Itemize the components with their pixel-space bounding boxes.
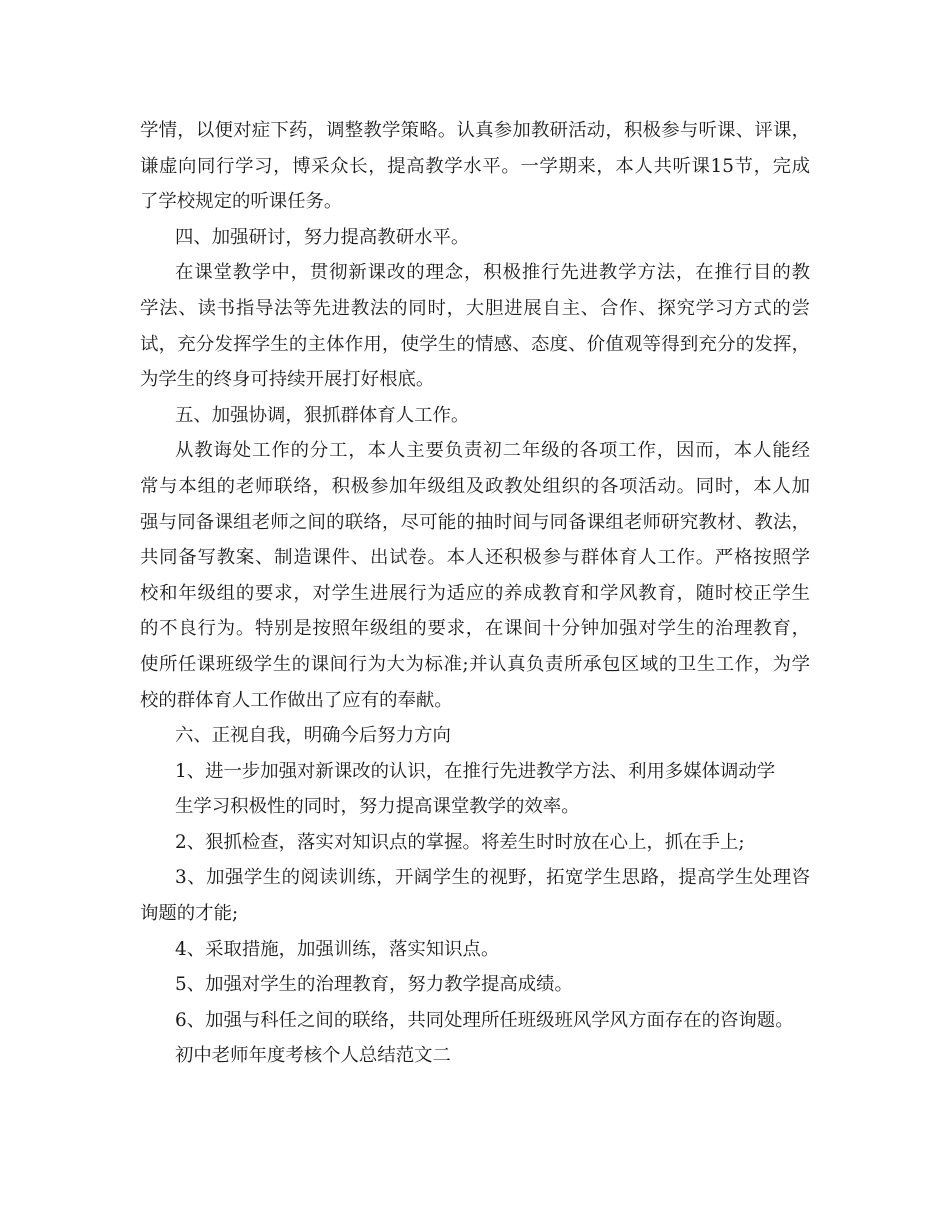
list-item-continuation: 询题的才能;	[140, 903, 239, 925]
list-item: 1、进一步加强对新课改的认识，在推行先进教学方法、利用多媒体调动学	[175, 760, 776, 782]
list-item: 6、加强与科任之间的联络，共同处理所任班级班风学风方面存在的咨询题。	[175, 1009, 794, 1031]
section-heading: 四、加强研讨，努力提高教研水平。	[175, 226, 470, 248]
text-line: 试，充分发挥学生的主体作用，使学生的情感、态度、价值观等得到充分的发挥，	[140, 333, 810, 355]
text-line: 校的群体育人工作做出了应有的奉献。	[140, 689, 453, 711]
text-line: 为学生的终身可持续开展打好根底。	[140, 369, 435, 391]
list-item: 3、加强学生的阅读训练，开阔学生的视野，拓宽学生思路，提高学生处理咨	[175, 867, 810, 889]
text-line: 学情，以便对症下药，调整教学策略。认真参加教研活动，积极参与听课、评课，	[140, 120, 810, 141]
list-item: 5、加强对学生的治理教育，努力教学提高成绩。	[175, 974, 573, 996]
text-line: 了学校规定的听课任务。	[140, 191, 343, 213]
text-line: 校和年级组的要求，对学生进展行为适应的养成教育和学风教育，随时校正学生	[140, 582, 810, 604]
list-item: 4、采取措施，加强训练，落实知识点。	[175, 938, 500, 960]
text-line: 常与本组的老师联络，积极参加年级组及政教处组织的各项活动。同时，本人加	[140, 475, 810, 497]
text-line: 的不良行为。特别是按照年级组的要求，在课间十分钟加强对学生的治理教育，	[140, 618, 810, 640]
text-line: 强与同备课组老师之间的联络，尽可能的抽时间与同备课组老师研究教材、教法，	[140, 511, 810, 533]
text-line: 共同备写教案、制造课件、出试卷。本人还积极参与群体育人工作。严格按照学	[140, 547, 810, 569]
document-body	[140, 113, 810, 1074]
list-item-continuation: 生学习积极性的同时，努力提高课堂教学的效率。	[175, 796, 580, 818]
text-line: 学法、读书指导法等先进教法的同时，大胆进展自主、合作、探究学习方式的尝	[140, 297, 810, 319]
section-heading: 五、加强协调，狠抓群体育人工作。	[175, 404, 470, 426]
text-line: 在课堂教学中，贯彻新课改的理念，积极推行先进教学方法，在推行目的教	[175, 262, 810, 284]
text-line: 从教诲处工作的分工，本人主要负责初二年级的各项工作，因而，本人能经	[175, 440, 810, 462]
section-title: 初中老师年度考核个人总结范文二	[175, 1045, 451, 1067]
text-line: 谦虚向同行学习，博采众长，提高教学水平。一学期来，本人共听课15节，完成	[140, 155, 810, 177]
section-heading: 六、正视自我，明确今后努力方向	[175, 725, 451, 747]
list-item: 2、狠抓检查，落实对知识点的掌握。将差生时时放在心上，抓在手上;	[175, 831, 745, 853]
text-line: 使所任课班级学生的课间行为大为标准;并认真负责所承包区域的卫生工作，为学	[140, 653, 810, 675]
